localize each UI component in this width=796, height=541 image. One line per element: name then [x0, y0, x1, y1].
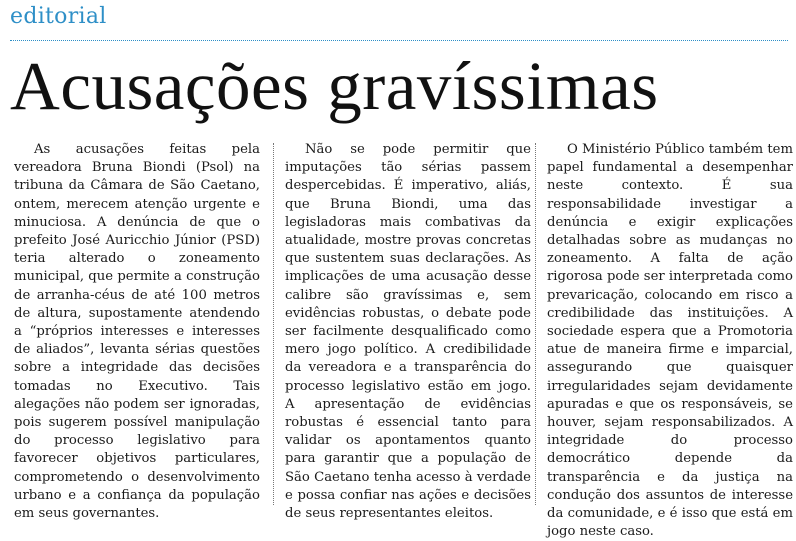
column-2-text: Não se pode permitir que imputações tão sérias passem despercebidas. É imperativo, aliás, que Bruna Biondi, uma das legisladoras mais combativas da atualidade, mostre provas concretas que sustentem suas declarações. As implicações de uma acusação desse calibre são gravíssimas e, sem evidências robustas, o debate pode ser facilmente desqualificado como mero jogo político. A credibilidade da vereadora e a transparência do processo legislativo estão em jogo. A apresentação de evidências robustas é essencial tanto para validar os apontamentos quanto para garantir que a população de São Caetano tenha acesso à verdade e possa confiar nas ações e decisões de seus representantes eleitos.	[285, 142, 531, 522]
column-1	[14, 141, 260, 523]
column-1-text: As acusações feitas pela vereadora Bruna Biondi (Psol) na tribuna da Câmara de São Caetano, ontem, merecem atenção urgente e minuciosa. A denúncia de que o prefeito José Auricchio Júnior (PSD) teria alterado o zoneamento municipal, que permite a construção de arranha-céus de até 100 metros de altura, supostamente atendendo a “próprios interesses e interesses de aliados”, levanta sérias questões sobre a integridade das decisões tomadas no Executivo. Tais alegações não podem ser ignoradas, pois sugerem possível manipulação do processo legislativo para favorecer objetivos particulares, comprometendo o desenvolvimento urbano e a confiança da população em seus governantes.	[14, 142, 260, 522]
column-divider-1	[273, 143, 274, 505]
column-divider-2	[535, 143, 536, 505]
section-label: editorial	[10, 4, 107, 29]
column-3-text: O Ministério Público também tem papel fundamental a desempenhar neste contexto. É sua responsabilidade investigar a denúncia e exigir explicações detalhadas sobre as mudanças no zoneamento. A falta de ação rigorosa pode ser interpretada como prevaricação, colocando em risco a credibilidade das instituições. A sociedade espera que a Promotoria atue de maneira firme e imparcial, assegurando que quaisquer irregularidades sejam devidamente apuradas e que os responsáveis, se houver, sejam responsabilizados. A integridade do processo democrático depende da transparência e da justiça na condução dos assuntos de interesse da comunidade, e é isso que está em jogo neste caso.	[547, 142, 793, 540]
column-3	[547, 141, 793, 541]
column-2	[285, 141, 531, 523]
headline: Acusações gravíssimas	[10, 48, 659, 124]
section-divider	[10, 40, 788, 41]
